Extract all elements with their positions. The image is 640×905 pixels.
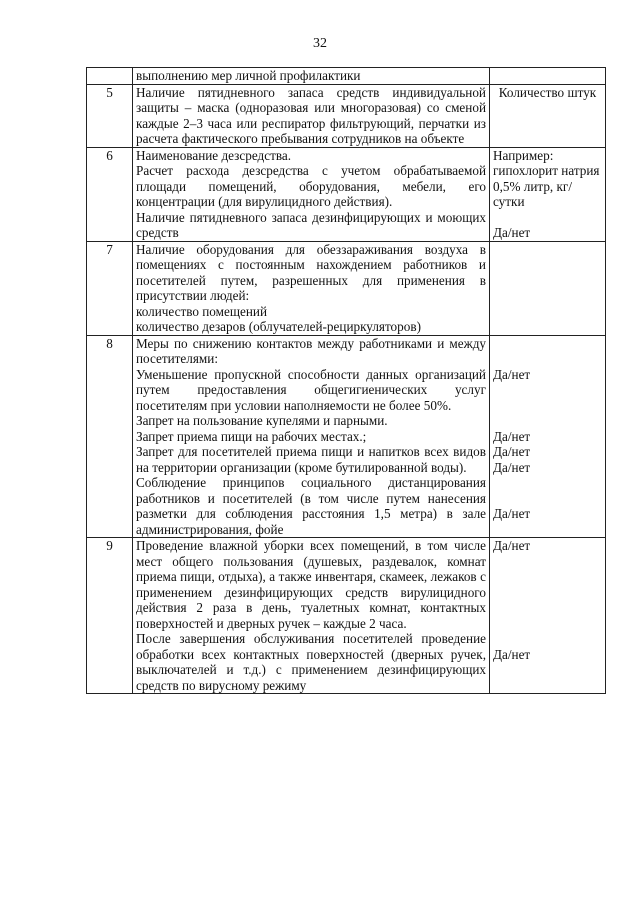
requirement-text: Уменьшение пропускной способности данных организаций путем предоставления общегигиенических услуг посетителям при условии наполняемости не более 50%. — [136, 366, 486, 413]
requirement-cell — [133, 84, 490, 147]
table-row-7 — [87, 241, 606, 335]
table-row-6 — [87, 147, 606, 241]
value-text: Да/нет — [493, 646, 531, 662]
requirement-text: Расчет расхода дезсредства с учетом обрабатываемой площади помещений, оборудования, мебели, его концентрации (для вирулицидного действия). — [136, 163, 486, 209]
requirement-text: Соблюдение принципов социального дистанцирования работников и посетителей (в том числе путем нанесения разметки для соблюдения расстояния 1,5 метра) в зале администрирования, фойе — [136, 475, 486, 537]
table-row-continuation — [87, 68, 606, 85]
requirement-text: Запрет на пользование купелями и парными. — [136, 413, 388, 428]
value-text: Да/нет — [493, 506, 531, 521]
value-text: Например: гипохлорит натрия 0,5% литр, кг/сутки — [493, 147, 600, 209]
requirement-text: Наличие пятидневного запаса дезинфицирующих и моющих средств — [136, 209, 486, 240]
requirement-cell — [133, 335, 490, 538]
requirement-text: Наличие оборудования для обеззараживания воздуха в помещениях с постоянным нахождением работников и посетителей путем, разрешенных для применения в присутствии людей: — [136, 241, 486, 303]
requirements-table — [86, 67, 606, 694]
requirement-text: выполнению мер личной профилактики — [136, 68, 361, 83]
row-number: 8 — [87, 335, 133, 538]
row-number: 9 — [87, 538, 133, 694]
value-text: Да/нет — [493, 366, 531, 382]
page-number: 32 — [313, 36, 327, 51]
requirement-cell — [133, 147, 490, 241]
value-cell — [490, 68, 606, 85]
requirement-text: Проведение влажной уборки всех помещений, в том числе мест общего пользования (душевых, раздевалок, комнат приема пищи, отдыха), а также инвентаря, скамеек, лежаков с применением дезинфицирующих средств вирулицидного действия 2 раза в день, туалетных комнат, контактных поверхностей и дверных ручек – каждые 2 часа. — [136, 538, 486, 631]
value-cell — [490, 147, 606, 241]
value-text: Да/нет — [493, 459, 531, 475]
table-row-8 — [87, 335, 606, 538]
row-number: 5 — [87, 84, 133, 147]
table-row-5 — [87, 84, 606, 147]
requirement-text: количество помещений — [136, 303, 268, 319]
requirement-cell — [133, 538, 490, 694]
value-text: Да/нет — [493, 225, 531, 240]
value-cell — [490, 84, 606, 147]
value-cell — [490, 241, 606, 335]
row-number — [87, 68, 133, 85]
requirement-text: Меры по снижению контактов между работниками и между посетителями: — [136, 335, 486, 366]
table-row-9 — [87, 538, 606, 694]
value-text: Да/нет — [493, 444, 531, 459]
requirement-text: Наличие пятидневного запаса средств индивидуальной защиты – маска (одноразовая или многоразовая) со сменой каждые 2–3 часа или респиратор фильтрующий, перчатки из расчета фактического пребывания сотрудников на объекте — [136, 84, 486, 146]
requirement-text: количество дезаров (облучателей-рециркуляторов) — [136, 319, 421, 334]
value-text: Да/нет — [493, 538, 531, 553]
requirement-text: Запрет приема пищи на рабочих местах.; — [136, 428, 367, 444]
requirement-text: Наименование дезсредства. — [136, 147, 292, 163]
value-cell — [490, 335, 606, 538]
row-number: 6 — [87, 147, 133, 241]
requirement-cell — [133, 241, 490, 335]
requirement-cell — [133, 68, 490, 85]
row-number: 7 — [87, 241, 133, 335]
requirement-text: Запрет для посетителей приема пищи и напитков всех видов на территории организации (кроме бутилированной воды). — [136, 444, 486, 475]
value-cell — [490, 538, 606, 694]
value-text: Да/нет — [493, 428, 531, 444]
value-text: Количество штук — [498, 84, 597, 100]
requirement-text: После завершения обслуживания посетителей проведение обработки всех контактных поверхностей (дверных ручек, выключателей и т.д.) с применением дезинфицирующих средств по вирусному режиму — [136, 631, 486, 693]
